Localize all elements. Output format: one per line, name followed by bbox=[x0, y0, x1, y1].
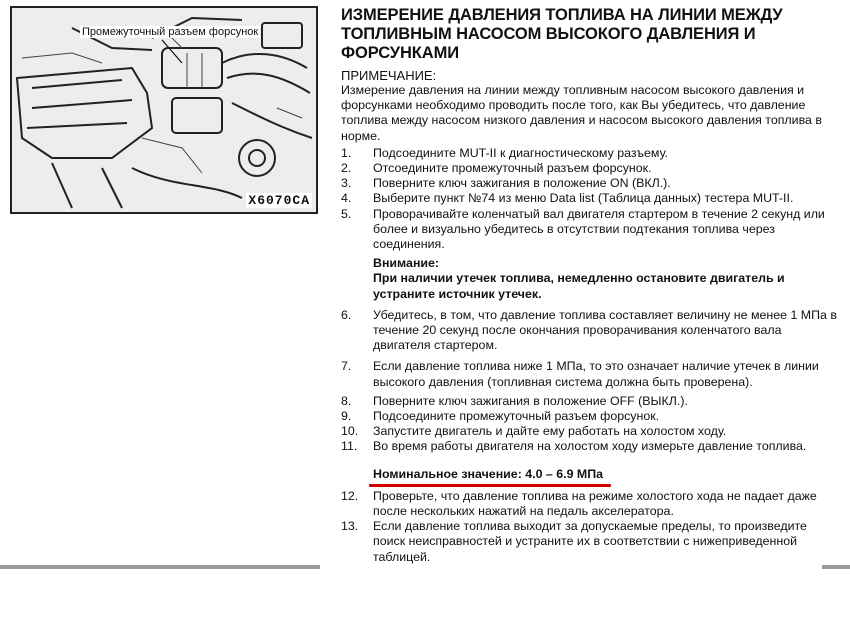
list-item bbox=[341, 439, 841, 454]
step-number: 2. bbox=[341, 161, 352, 176]
step-text: Если давление топлива выходит за допускаемые пределы, то произведите поиск неисправностей и устраните их в соответствии с нижеприведенной таблицей. bbox=[373, 519, 807, 564]
engine-drawing bbox=[12, 8, 316, 212]
step-text: Проверьте, что давление топлива на режиме холостого хода не падает даже после нескольких нажатий на педаль акселератора. bbox=[373, 488, 817, 519]
step-text: Запустите двигатель и дайте ему работать на холостом ходу. bbox=[373, 424, 727, 439]
steps-list-b bbox=[341, 308, 841, 455]
list-item bbox=[341, 191, 841, 206]
step-number: 6. bbox=[341, 307, 352, 322]
steps-list-a bbox=[341, 146, 841, 252]
figure-callout-label: Промежуточный разъем форсунок bbox=[82, 26, 259, 38]
steps-list-c bbox=[341, 489, 841, 565]
list-item bbox=[341, 519, 841, 565]
step-text: Проворачивайте коленчатый вал двигателя стартером в течение 2 секунд или более и визуально убедитесь в отсутствии подтекания топлива через соединения. bbox=[373, 206, 825, 252]
step-number: 1. bbox=[341, 145, 352, 160]
nominal-value-underline bbox=[369, 484, 611, 487]
step-text: Если давление топлива ниже 1 МПа, то это означает наличие утечек в линии высокого давления (топливная система должна быть проверена). bbox=[373, 359, 819, 389]
list-item bbox=[341, 207, 841, 253]
step-number: 10. bbox=[341, 424, 359, 439]
step-text: Убедитесь, в том, что давление топлива составляет величину не менее 1 МПа в течение 20 секунд после окончания проворачивания коленчатого вала двигателя стартером. bbox=[373, 307, 837, 353]
step-number: 4. bbox=[341, 191, 352, 206]
step-text: Выберите пункт №74 из меню Data list (Таблица данных) тестера MUT-II. bbox=[373, 191, 794, 206]
figure-code: X6070CA bbox=[248, 193, 310, 208]
step-number: 8. bbox=[341, 393, 352, 408]
step-number: 3. bbox=[341, 176, 352, 191]
list-item bbox=[341, 409, 841, 424]
list-item bbox=[341, 176, 841, 191]
nominal-value: Номинальное значение: 4.0 – 6.9 МПа bbox=[373, 466, 604, 481]
divider-left bbox=[0, 565, 320, 569]
warning-block bbox=[373, 256, 841, 302]
list-item bbox=[341, 424, 841, 439]
divider-right bbox=[822, 565, 850, 569]
list-item bbox=[341, 308, 841, 354]
step-number: 11. bbox=[341, 439, 358, 454]
warning-text: При наличии утечек топлива, немедленно остановите двигатель и устраните источник утечек. bbox=[373, 271, 785, 301]
list-item bbox=[341, 394, 841, 409]
step-number: 5. bbox=[341, 206, 352, 221]
list-item bbox=[341, 359, 841, 389]
list-item bbox=[341, 161, 841, 176]
step-text: Отсоедините промежуточный разъем форсунок. bbox=[373, 161, 652, 176]
engine-figure bbox=[10, 6, 318, 214]
step-number: 12. bbox=[341, 488, 359, 503]
step-number: 13. bbox=[341, 519, 359, 534]
step-text: Поверните ключ зажигания в положение ON (ВКЛ.). bbox=[373, 176, 671, 191]
note-heading: ПРИМЕЧАНИЕ: bbox=[341, 68, 437, 83]
main-text bbox=[341, 6, 841, 565]
step-text: Подсоедините промежуточный разъем форсунок. bbox=[373, 409, 660, 424]
list-item bbox=[341, 146, 841, 161]
step-number: 7. bbox=[341, 359, 352, 374]
nominal-value-block bbox=[341, 461, 841, 485]
step-text: Поверните ключ зажигания в положение OFF (ВЫКЛ.). bbox=[373, 393, 688, 408]
list-item bbox=[341, 489, 841, 519]
page-title: ИЗМЕРЕНИЕ ДАВЛЕНИЯ ТОПЛИВА НА ЛИНИИ МЕЖДУ ТОПЛИВНЫМ НАСОСОМ ВЫСОКОГО ДАВЛЕНИЯ И ФОРСУНКАМИ bbox=[341, 6, 783, 62]
step-text: Во время работы двигателя на холостом ходу измерьте давление топлива. bbox=[373, 439, 807, 454]
warning-heading: Внимание: bbox=[373, 256, 440, 271]
step-text: Подсоедините MUT-II к диагностическому разъему. bbox=[373, 145, 668, 160]
step-number: 9. bbox=[341, 409, 352, 424]
note-text: Измерение давления на линии между топливным насосом высокого давления и форсунками необходимо проводить после того, как Вы убедитесь, что давление топлива между насосом низкого давления и насосом высокого давления топлива в норме. bbox=[341, 83, 822, 143]
